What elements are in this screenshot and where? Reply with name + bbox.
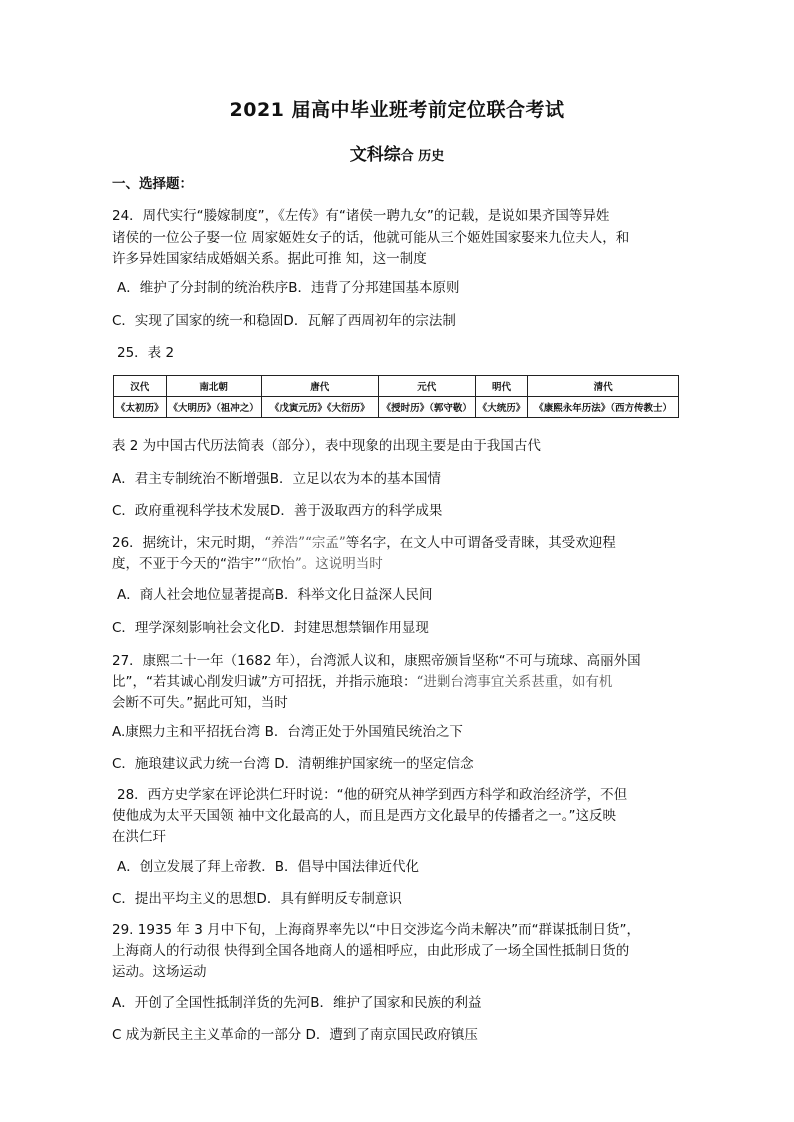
q28-line2: 使他成为太平天国领 袖中文化最高的人，而且是西方文化最早的传播者之一。”这反映: [112, 808, 617, 824]
q26-line1: [112, 533, 616, 553]
calendar-table-row: [114, 397, 679, 418]
table-header-cell: 汉代: [114, 376, 167, 397]
q26-line2: [112, 554, 383, 574]
calendar-table: [113, 375, 679, 418]
q25-options-cd: C．政府重视科学技术发展D．善于汲取西方的科学成果: [112, 503, 443, 519]
table-cell: 《康熙永年历法》（西方传教士）: [528, 397, 679, 418]
q29-options-cd: C 成为新民主主义革命的一部分 D．遭到了南京国民政府镇压: [112, 1027, 478, 1043]
q29-line1: 29. 1935 年 3 月中下旬，上海商界率先以“中日交涉迄今尚未解决”而“群谋抵制日货”，: [112, 922, 641, 938]
q28-options-cd: C．提出平均主义的思想D．具有鲜明反专制意识: [112, 891, 402, 907]
q26-line1-b: “养浩”“宗孟”: [264, 535, 346, 551]
table-cell: 《大明历》（祖冲之）: [166, 397, 261, 418]
section-heading: 一、选择题：: [112, 176, 193, 192]
q28-line1: 28．西方史学家在评论洪仁玕时说：“他的研究从神学到西方科学和政治经济学，不但: [117, 787, 628, 803]
q27-line3: 会断不可失。”据此可知，当时: [112, 695, 288, 711]
q27-line2-a: 比”，“若其诚心削发归诚”方可招抚，并指示施琅：: [112, 674, 417, 690]
table-header-cell: 唐代: [261, 376, 378, 397]
exam-title: 2021 届高中毕业班考前定位联合考试: [229, 99, 565, 121]
q25-options-ab: A．君主专制统治不断增强B．立足以农为本的基本国情: [112, 471, 441, 487]
q25-label: 25．表 2: [117, 345, 175, 361]
q28-options-ab: A．创立发展了拜上帝教．B．倡导中国法律近代化: [117, 859, 419, 875]
q24-line1: 24．周代实行“媵嫁制度”，《左传》有“诸侯一聘九女”的记载，是说如果齐国等异姓: [112, 208, 610, 224]
table-header-cell: 清代: [528, 376, 679, 397]
q29-options-ab: A．开创了全国性抵制洋货的先河B．维护了国家和民族的利益: [112, 995, 482, 1011]
table-cell: 《戊寅元历》《大衍历》: [261, 397, 378, 418]
q26-line2-a: 度，不亚于今天的“浩宇”: [112, 556, 261, 572]
table-cell: 《太初历》: [114, 397, 167, 418]
q26-line1-c: 等名字，在文人中可谓备受青睐，其受欢迎程: [345, 535, 616, 551]
q29-line3: 运动。这场运动: [112, 964, 207, 980]
q26-options-cd: C．理学深刻影响社会文化D．封建思想禁锢作用显现: [112, 620, 429, 636]
table-header-cell: 元代: [378, 376, 475, 397]
q27-options-cd: C．施琅建议武力统一台湾 D．清朝维护国家统一的坚定信念: [112, 756, 474, 772]
table-cell: 《大统历》: [475, 397, 528, 418]
calendar-table-header-row: [114, 376, 679, 397]
subtitle-main: 文科综: [349, 145, 401, 165]
exam-subtitle: [0, 140, 794, 165]
q24-options-cd: C．实现了国家的统一和稳固D．瓦解了西周初年的宗法制: [112, 313, 456, 329]
q28-line3: 在洪仁玕: [112, 829, 166, 845]
table-cell: 《授时历》（郭守敬）: [378, 397, 475, 418]
q24-line2: 诸侯的一位公子娶一位 周家姬姓女子的话，他就可能从三个姬姓国家娶来九位夫人，和: [112, 230, 630, 246]
q26-options-ab: A．商人社会地位显著提高B．科举文化日益深人民间: [117, 587, 433, 603]
q27-options-ab: A.康熙力主和平招抚台湾 B．台湾正处于外国殖民统治之下: [112, 724, 463, 740]
q26-line1-a: 26．据统计，宋元时期，: [112, 535, 265, 551]
q27-line2-b: “进剿台湾事宜关系甚重，如有机: [416, 674, 613, 690]
table-header-cell: 明代: [475, 376, 528, 397]
q24-options-ab: A．维护了分封制的统治秩序B．违背了分邦建国基本原则: [117, 280, 460, 296]
q25-stem: 表 2 为中国古代历法简表（部分），表中现象的出现主要是由于我国古代: [112, 438, 541, 454]
subtitle-small: 合 历史: [400, 149, 445, 164]
q29-line2: 上海商人的行动很 快得到全国各地商人的遥相呼应，由此形成了一场全国性抵制日货的: [112, 943, 630, 959]
q24-line3: 许多异姓国家结成婚姻关系。据此可推 知，这一制度: [112, 251, 427, 267]
table-header-cell: 南北朝: [166, 376, 261, 397]
q27-line1: 27．康熙二十一年（1682 年），台湾派人议和，康熙帝颁旨坚称“不可与琉球、高丽外国: [112, 653, 641, 669]
q27-line2: [112, 672, 612, 692]
q26-line2-b: “欣怡”。这说明当时: [261, 556, 383, 572]
